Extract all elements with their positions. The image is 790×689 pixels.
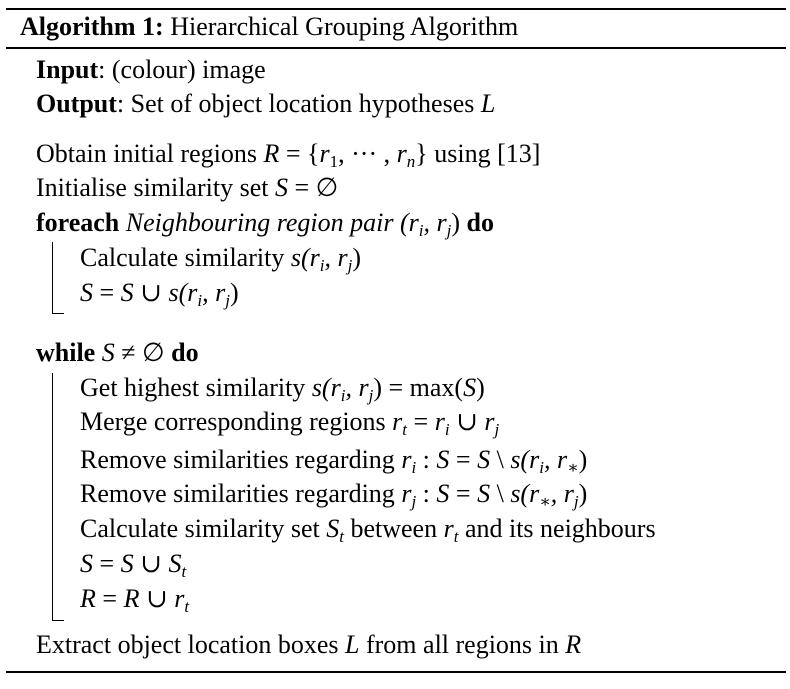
foreach-body-2-eq: = (93, 278, 121, 307)
while-keyword: while (36, 338, 96, 367)
while-body-1-text: Get highest similarity (80, 373, 312, 402)
extract-var-l: L (345, 630, 360, 659)
foreach-body-line-2 (80, 278, 239, 308)
foreach-block-end (52, 313, 64, 314)
foreach-body-2-cup: ∪ (133, 278, 169, 307)
input-label: Input (36, 55, 99, 84)
while-body-line-1 (80, 373, 485, 403)
while-block-end (52, 620, 64, 621)
while-body-7-b: R (123, 584, 140, 613)
algorithm-title: Hierarchical Grouping Algorithm (170, 12, 519, 41)
extract-text: Extract object location boxes (36, 630, 346, 659)
foreach-body-2-sub-j: j (225, 291, 230, 310)
foreach-body-1-mid: , r (324, 243, 348, 272)
while-body-4-colon: : (416, 479, 437, 508)
obtain-rn-sub: n (406, 152, 416, 171)
while-body-2-eq: = (407, 407, 435, 436)
output-var: L (480, 89, 496, 118)
while-body-5-tail: and its neighbours (458, 514, 656, 543)
foreach-body-1-text: Calculate similarity (80, 243, 291, 272)
while-body-1-sub-j: j (368, 386, 374, 405)
while-body-4-setminus: \ (490, 479, 511, 508)
while-body-3-text: Remove similarities regarding (80, 445, 402, 474)
while-body-7-c: r (174, 584, 185, 613)
while-body-6-eq: = (93, 549, 121, 578)
while-body-line-6 (80, 549, 186, 579)
while-body-2-cup: ∪ (449, 407, 485, 436)
foreach-condition: Neighbouring region pair (119, 208, 400, 237)
initialise-line (36, 173, 338, 203)
while-body-3-eq: = (449, 445, 478, 474)
obtain-rn: r (396, 139, 407, 168)
while-body-6-a: S (80, 549, 93, 578)
while-body-2-ri: r (434, 407, 445, 436)
foreach-block-bar (52, 242, 53, 314)
while-var: S (95, 338, 115, 367)
while-body-7-a: R (80, 584, 96, 613)
while-body-5-r: r (443, 514, 454, 543)
obtain-r1: r (319, 139, 330, 168)
algorithm-box (6, 0, 786, 689)
while-body-5-s: S (326, 514, 340, 543)
obtain-r1-sub: 1 (329, 152, 339, 171)
obtain-eq: = { (279, 139, 320, 168)
foreach-body-2-sub-i: i (197, 291, 203, 310)
while-body-1-max: ) = max( (373, 373, 464, 402)
algorithm-label: Algorithm 1: (20, 12, 164, 41)
foreach-body-2-a: S (80, 278, 93, 307)
while-body-4-end: ) (578, 479, 588, 508)
while-body-3-sub-i: i (411, 458, 417, 477)
while-body-3-mid: , r (543, 445, 568, 474)
foreach-sub-j: j (446, 221, 452, 240)
input-text: : (colour) image (98, 55, 266, 84)
initialise-var: S (275, 173, 289, 202)
while-body-2-rj: r (484, 407, 495, 436)
while-body-7-eq: = (95, 584, 124, 613)
while-body-4-text: Remove similarities regarding (80, 479, 402, 508)
while-body-3-s1: S (436, 445, 450, 474)
extract-var-r: R (565, 630, 582, 659)
while-body-line-5 (80, 514, 656, 544)
while-body-3-colon: : (416, 445, 437, 474)
foreach-body-1-end: ) (352, 243, 362, 272)
foreach-pair: (r (400, 208, 419, 237)
obtain-var-r: R (263, 139, 280, 168)
while-body-2-sub-t: t (402, 420, 408, 439)
while-body-6-c: S (168, 549, 182, 578)
foreach-comma: , r (423, 208, 447, 237)
foreach-close: ) (451, 208, 461, 237)
while-body-line-2 (80, 407, 499, 437)
while-body-4-func-sub-j: j (573, 492, 579, 511)
while-body-5-text: Calculate similarity set (80, 514, 327, 543)
obtain-close: } (415, 139, 428, 168)
while-body-1-sub-i: i (340, 386, 346, 405)
while-body-1-s: S (463, 373, 477, 402)
while-body-5-sub-rt: t (453, 527, 459, 546)
bottom-rule (6, 671, 786, 673)
obtain-dots: , ··· , (338, 139, 397, 168)
foreach-keyword: foreach (36, 208, 120, 237)
initialise-text: Initialise similarity set (36, 173, 276, 202)
while-body-3-end: ) (578, 445, 588, 474)
while-body-3-s2: S (477, 445, 491, 474)
while-body-2-sub-j: j (494, 420, 500, 439)
while-body-2-r: r (392, 407, 403, 436)
algorithm-caption (20, 12, 518, 42)
top-rule (6, 8, 786, 10)
output-label: Output (36, 89, 117, 118)
foreach-body-2-c: S (120, 278, 134, 307)
while-body-4-eq: = (449, 479, 478, 508)
while-body-4-sub-star: ∗ (539, 492, 551, 511)
while-body-1-mid: , r (345, 373, 369, 402)
while-body-4-s2: S (477, 479, 491, 508)
while-body-line-4 (80, 479, 587, 509)
while-body-2-sub-i: i (444, 420, 450, 439)
output-line (36, 89, 495, 119)
while-body-6-cup: ∪ (133, 549, 169, 578)
while-body-3-func: s(r (510, 445, 540, 474)
foreach-body-line-1 (80, 243, 361, 273)
while-body-6-sub-t: t (181, 562, 187, 581)
while-body-5-sub-t: t (339, 527, 344, 546)
foreach-sub-i: i (418, 221, 424, 240)
while-body-3-func-sub-i: i (539, 458, 544, 477)
while-body-7-sub-t: t (184, 597, 190, 616)
foreach-body-2-mid: , r (202, 278, 226, 307)
while-body-4-r: r (401, 479, 412, 508)
while-body-6-b: S (120, 549, 134, 578)
while-body-3-sub-star: ∗ (567, 458, 579, 477)
obtain-line (36, 139, 540, 169)
while-body-2-text: Merge corresponding regions (80, 407, 393, 436)
while-block-bar (52, 373, 53, 621)
while-body-3-r: r (401, 445, 412, 474)
while-body-4-func: s(r (510, 479, 540, 508)
extract-line (36, 630, 581, 660)
while-body-4-mid: , r (550, 479, 574, 508)
foreach-body-1-sub-j: j (347, 256, 353, 275)
obtain-text: Obtain initial regions (36, 139, 264, 168)
while-do: do (171, 338, 199, 367)
while-cond: ≠ ∅ (114, 338, 172, 367)
foreach-body-1-sub-i: i (319, 256, 325, 275)
extract-mid: from all regions in (359, 630, 566, 659)
foreach-body-2-func: s(r (168, 278, 198, 307)
initialise-eq: = ∅ (288, 173, 339, 202)
while-body-4-s1: S (436, 479, 450, 508)
while-body-1-func: s(r (311, 373, 341, 402)
while-body-1-end: ) (476, 373, 485, 402)
while-body-7-cup: ∪ (139, 584, 175, 613)
while-body-3-setminus: \ (490, 445, 511, 474)
while-body-line-7 (80, 584, 189, 614)
foreach-do: do (460, 208, 495, 237)
foreach-line (36, 208, 494, 238)
foreach-body-1-math: s(r (290, 243, 320, 272)
caption-rule (6, 47, 786, 49)
obtain-tail: using [13] (427, 139, 541, 168)
while-body-line-3 (80, 445, 587, 475)
while-body-5-between: between (343, 514, 444, 543)
input-line (36, 55, 266, 85)
while-line (36, 338, 199, 368)
foreach-body-2-end: ) (229, 278, 239, 307)
output-text: : Set of object location hypotheses (116, 89, 481, 118)
while-body-4-sub-j: j (411, 492, 417, 511)
